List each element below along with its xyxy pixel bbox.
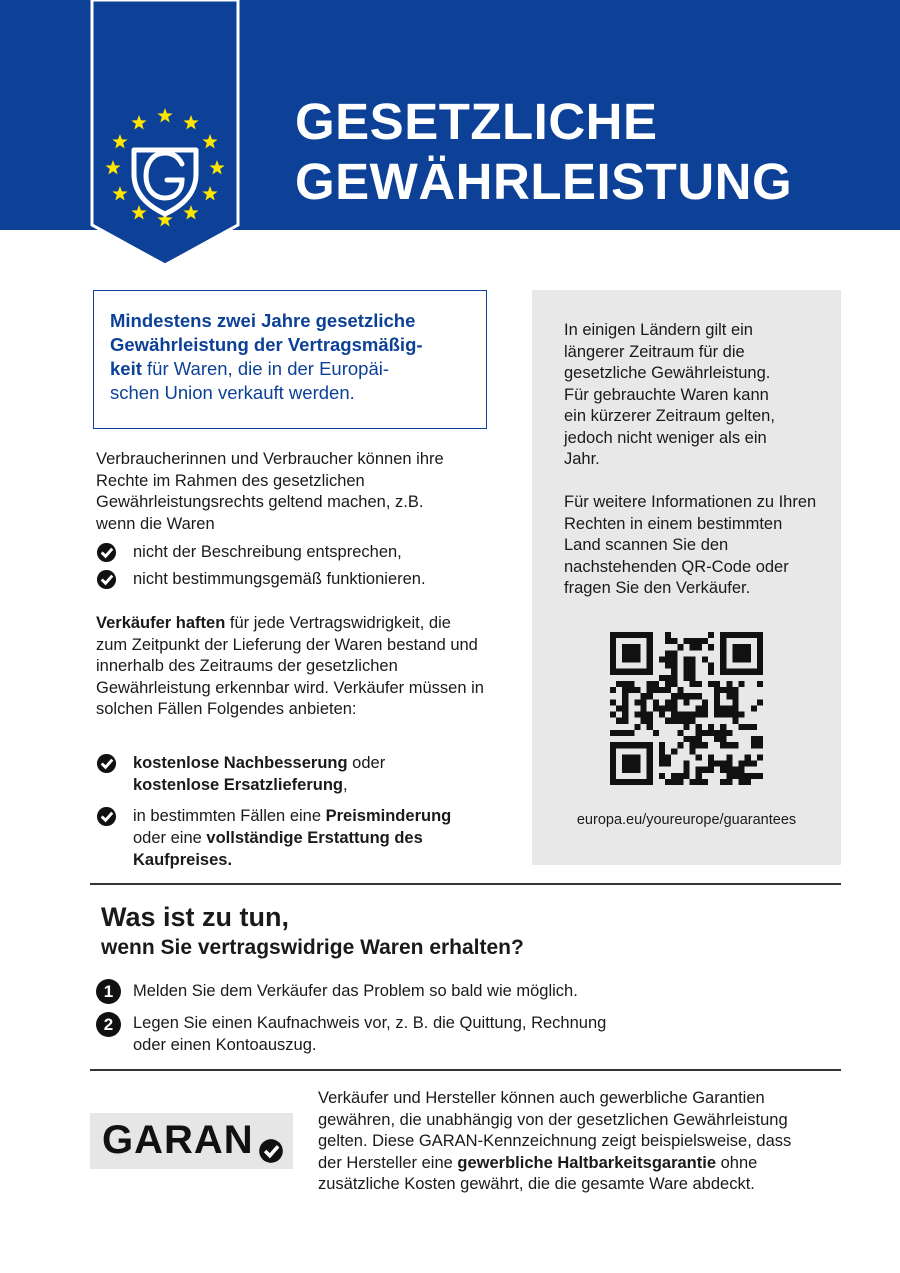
section-heading: Was ist zu tun, [101,902,289,932]
intro-text-line-3: für Waren, die in der Europäi- [141,358,390,379]
list-item-text [133,805,451,871]
list-item-text [133,752,385,796]
checkmark-badge-icon [96,542,117,563]
remedy-or-2: oder eine [133,829,207,847]
remedy-replacement: kostenlose Ersatzlieferung [133,776,343,794]
seller-liability-body: für jede Vertragswidrigkeit, die zum Zeitpunkt der Lieferung der Waren bestand und innerhalb des Zeitraums der gesetzlichen Gewährleistung erkennbar wird. Verkäufer müssen in solchen Fällen Folgendes anbieten: [96,614,484,718]
divider [90,1069,841,1071]
checkmark-badge-icon [96,806,117,827]
info-url-link[interactable]: europa.eu/youreurope/guarantees [576,812,797,828]
qr-code-icon[interactable] [610,632,763,785]
intro-box [93,290,487,429]
remedy-intro: in bestimmten Fällen eine [133,807,326,825]
commercial-text-end: ohne zusätzliche Kosten gewährt, die die gesamte Ware abdeckt. [318,1153,758,1193]
intro-text-line-4: schen Union verkauft werden. [110,382,355,403]
title-line-2: GEWÄHRLEISTUNG [295,153,793,210]
intro-bold-line-2: Gewährleistung der Vertragsmäßig- [110,334,423,355]
garan-logo-text: GARAN [102,1118,254,1162]
remedy-refund: vollständige Erstattung des [206,829,423,847]
remedy-or: oder [347,754,386,772]
remedy-comma: , [342,776,348,794]
section-subheading: wenn Sie vertragswidrige Waren erhalten? [101,936,524,959]
step-number-2: 2 [96,1012,121,1037]
seller-liability-text [96,613,486,721]
side-panel-para-2: Für weitere Informationen zu Ihren Rechten in einem bestimmten Land scannen Sie den nachstehenden QR-Code oder fragen Sie den Verkäufer. [564,493,817,597]
consumer-rights-text: Verbraucherinnen und Verbraucher können ihre Rechte im Rahmen des gesetzlichen Gewährleistungsrechts geltend machen, z.B. wenn die Waren [96,450,444,533]
step-2-line-2: oder einen Kontoauszug. [133,1035,317,1054]
intro-bold-line-1: Mindestens zwei Jahre gesetzliche [110,310,416,331]
step-1-text: Melden Sie dem Verkäufer das Problem so bald wie möglich. [133,982,578,1000]
info-side-panel [532,290,841,865]
remedy-refund-end: Kaufpreises. [133,851,233,869]
side-panel-para-1: In einigen Ländern gilt ein längerer Zeitraum für die gesetzliche Gewährleistung. Für gebrauchte Waren kann ein kürzerer Zeitraum gelten, jedoch nicht weniger als ein Jahr. [564,321,775,468]
checkmark-badge-icon [96,753,117,774]
commercial-text-bold: gewerbliche Haltbarkeitsgarantie [457,1153,717,1172]
title-line-1: GESETZLICHE [295,93,658,150]
eu-warranty-shield-icon [90,0,240,268]
seller-liability-bold: Verkäufer haften [96,614,226,632]
list-item-text: nicht bestimmungsgemäß funktionieren. [133,570,426,588]
checkmark-badge-icon [96,569,117,590]
page-title [295,92,792,212]
step-2-line-1: Legen Sie einen Kaufnachweis vor, z. B. die Quittung, Rechnung [133,1014,607,1032]
intro-bold-line-3: keit [110,358,142,379]
step-number-1: 1 [96,979,121,1004]
divider [90,883,841,885]
commercial-guarantee-text [318,1088,818,1196]
garan-logo [90,1113,293,1169]
remedy-price-reduction: Preisminderung [325,807,452,825]
step-2-text [133,1013,606,1056]
remedy-repair: kostenlose Nachbesserung [133,754,348,772]
list-item-text: nicht der Beschreibung entsprechen, [133,543,402,561]
checkmark-badge-icon [258,1138,284,1164]
commercial-text-start: Verkäufer und Hersteller können auch gewerbliche Garantien gewähren, die unabhängig von der gesetzlichen Gewährleistung gelten. Diese GARAN-Kennzeichnung zeigt beispielsweise, dass der Hersteller eine [318,1089,792,1172]
